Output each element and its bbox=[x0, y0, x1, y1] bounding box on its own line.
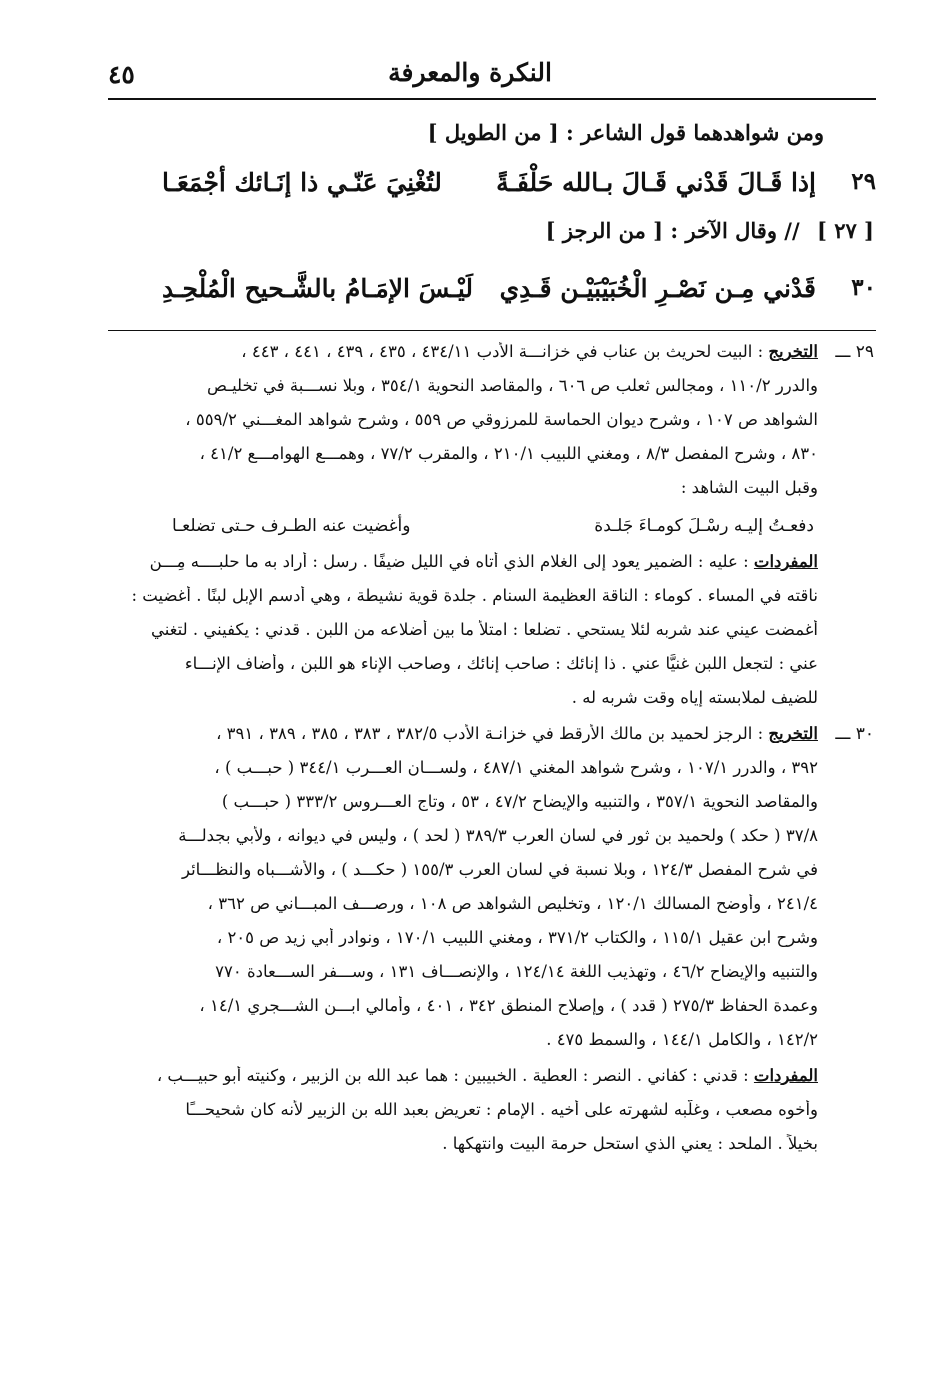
footnote-line bbox=[120, 342, 818, 361]
footnote-line bbox=[120, 1066, 818, 1085]
intro-text: ومن شواهدهما قول الشاعر : [ من الطويل ] bbox=[427, 120, 824, 145]
footnote-line: ١٤٢/٢ ، والكامل ١٤٤/١ ، والسمط ٤٧٥ . bbox=[546, 1030, 818, 1049]
vocab-text: : قدني : كفاني . النصر : العطية . الخبيبين : هما عبد الله بن الزبير ، وكنيته أبو حبيـــب ، bbox=[156, 1066, 749, 1085]
footnote-line: ٢٤١/٤ ، وأوضح المسالك ١٢٠/١ ، وتخليص الشواهد ص ١٠٨ ، ورصـــف المبـــاني ص ٣٦٢ ، bbox=[207, 894, 818, 913]
verse-29 bbox=[110, 168, 876, 212]
verse-number: ٢٩ bbox=[851, 168, 876, 195]
footnote-line: ناقته في المساء . كوماء : الناقة العظيمة السنام . جلدة قوية نشيطة ، وهي أدسم الإبل لبنًا . أغضيت : bbox=[131, 586, 818, 605]
footnote-line: والمقاصد النحوية ٣٥٧/١ ، والتنبيه والإيضاح ٤٧/٢ ، ٥٣ ، وتاج العـــروس ٣٣٣/٢ ( حبـــب ) bbox=[221, 792, 818, 811]
running-header-title: النكرة والمعرفة bbox=[388, 58, 552, 87]
footnote-line: وأخوه مصعب ، وغلّبه لشهرته على أخيه . الإمام : تعريض بعبد الله بن الزبير لأنه كان شحيحـــًا bbox=[185, 1100, 818, 1119]
footnote-line: ٨٣٠ ، وشرح المفصل ٨/٣ ، ومغني اللبيب ٢١٠/١ ، والمقرب ٧٧/٢ ، وهمـــع الهوامـــع ٤١/٢ ، bbox=[199, 444, 818, 463]
footnote-line: بخيلاً . الملحد : يعني الذي استحل حرمة البيت وانتهكها . bbox=[442, 1134, 818, 1153]
page-number: ٤٥ bbox=[108, 60, 135, 89]
intro-text-2-body: // وقال الآخر : [ من الرجز ] bbox=[545, 218, 800, 243]
footnote-verse-second: وأغضيت عنه الطـرف حـتى تضلعـا bbox=[172, 516, 411, 536]
verse-first-hemistich: قَدْني مِـن نَصْـرِ الْخُبَيْبَيْـن قَـدِي bbox=[499, 274, 816, 303]
verse-30 bbox=[110, 274, 876, 318]
footnote-text: : البيت لحريث بن عناب في خزانـــة الأدب ٤٣٤/١١ ، ٤٣٥ ، ٤٣٩ ، ٤٤١ ، ٤٤٣ ، bbox=[241, 342, 764, 361]
intro-text-2 bbox=[546, 218, 874, 243]
reference-marker: [ ٢٧ ] bbox=[816, 218, 874, 243]
footnote-verse-first: دفعـتُ إليـه رسْـلَ كومـاءَ جَلـدة bbox=[594, 516, 814, 536]
footnote-label: التخريج bbox=[768, 724, 818, 743]
footnote-line: للضيف لملابسته إياه وقت شربه له . bbox=[571, 688, 818, 707]
footnote-line: في شرح المفصل ١٢٤/٣ ، وبلا نسبة في لسان العرب ١٥٥/٣ ( حكـــد ) ، والأشـــباه والنظـــائر bbox=[181, 860, 818, 879]
verse-second-hemistich: لَيْـسَ الإمَـامُ بالشَّـحيح الْمُلْحِـدِ bbox=[162, 274, 473, 303]
verse-second-hemistich: لتُغْنِيَ عَنّـي ذا إنَـائك أجْمَعَـا bbox=[162, 168, 442, 197]
footnote-line: وشرح ابن عقيل ١١٥/١ ، والكتاب ٣٧١/٢ ، ومغني اللبيب ١٧٠/١ ، ونوادر أبي زيد ص ٢٠٥ ، bbox=[216, 928, 818, 947]
verse-first-hemistich: إذا قَـالَ قَدْني قَـالَ بـالله حَلْفَـةً bbox=[496, 168, 816, 197]
footnote-line: الشواهد ص ١٠٧ ، وشرح ديوان الحماسة للمرزوقي ص ٥٥٩ ، وشرح شواهد المغـــني ٥٥٩/٢ ، bbox=[185, 410, 818, 429]
footnote-line: أغمضت عيني عند شربه لئلا يستحي . تضلعا : امتلأ ما بين أضلاعه من اللبن . قدني : يكفيني . لتغني bbox=[150, 620, 818, 639]
vocab-text: : عليه : الضمير يعود إلى الغلام الذي أتاه في الليل ضيفًا . رسل : أراد به ما حلبــــه مِـــن bbox=[149, 552, 749, 571]
footnote-line: والتنبيه والإيضاح ٤٦/٢ ، وتهذيب اللغة ١٢٤/١٤ ، والإنصـــاف ١٣١ ، وســـفر الســـعادة ٧٧٠ bbox=[215, 962, 818, 981]
footnote-text: : الرجز لحميد بن مالك الأرقط في خزانـة الأدب ٣٨٢/٥ ، ٣٨٣ ، ٣٨٥ ، ٣٨٩ ، ٣٩١ ، bbox=[216, 724, 764, 743]
footnote-number: ٣٠ ـــ bbox=[835, 724, 874, 744]
footnote-line: وقبل البيت الشاهد : bbox=[680, 478, 818, 497]
footnote-line: والدرر ١١٠/٢ ، ومجالس ثعلب ص ٦٠٦ ، والمقاصد النحوية ٣٥٤/١ ، وبلا نســـبة في تخليـص bbox=[207, 376, 818, 395]
vocab-label: المفردات bbox=[753, 1066, 818, 1085]
footnote-label: التخريج bbox=[768, 342, 818, 361]
footnote-line: وعمدة الحفاظ ٢٧٥/٣ ( قدد ) ، وإصلاح المنطق ٣٤٢ ، ٤٠١ ، وأمالي ابـــن الشـــجري ١٤/١ ، bbox=[199, 996, 818, 1015]
footnote-line: عني : لتجعل اللبن غنيًّا عني . ذا إنائك : صاحب إنائك ، وصاحب الإناء هو اللبن ، وأضاف الإنـــاء bbox=[184, 654, 818, 673]
vocab-label: المفردات bbox=[753, 552, 818, 571]
footnote-line: ٣٩٢ ، والدرر ١٠٧/١ ، وشرح شواهد المغني ٤٨٧/١ ، ولســـان العـــرب ٣٤٤/١ ( حبـــب ) ، bbox=[214, 758, 818, 777]
footnote-line bbox=[120, 724, 818, 743]
verse-number: ٣٠ bbox=[851, 274, 876, 301]
footnote-number: ٢٩ ـــ bbox=[835, 342, 874, 362]
footnote-line bbox=[120, 552, 818, 571]
footnote-line: ٣٧/٨ ( حكد ) ولحميد بن ثور في لسان العرب ٣٨٩/٣ ( لحد ) ، وليس في ديوانه ، ولأبي بجدلـــة bbox=[178, 826, 818, 845]
footnote-separator bbox=[108, 330, 876, 331]
header-rule bbox=[108, 98, 876, 100]
